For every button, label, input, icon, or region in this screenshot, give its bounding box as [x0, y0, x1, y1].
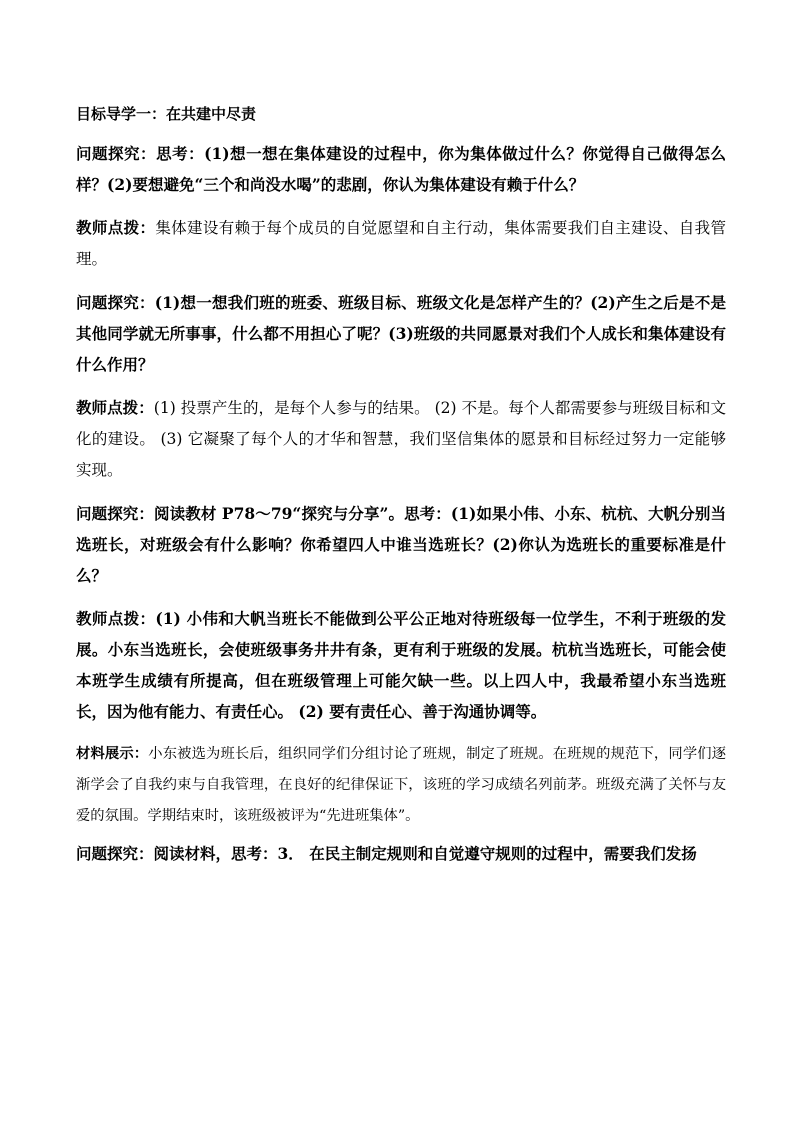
paragraph-text: 集体建设有赖于每个成员的自觉愿望和自主行动，集体需要我们自主建设、自我管理。	[76, 219, 726, 268]
paragraph-text: 小东被选为班长后，组织同学们分组讨论了班规，制定了班规。在班规的规范下，同学们逐渐学会了自我约束与自我管理，在良好的纪律保证下，该班的学习成绩名列前茅。班级充满了关怀与友爱的氛围。学期结束时，该班级被评为“先进班集体”。	[76, 746, 727, 824]
question-paragraph-1	[76, 138, 726, 200]
paragraph-text: 阅读教材 P78～79“探究与分享”。思考：(1)如果小伟、小东、杭杭、大帆分别当选班长，对班级会有什么影响？你希望四人中谁当选班长？(2)你认为选班长的重要标准是什么？	[76, 504, 726, 585]
question-paragraph-2	[76, 287, 726, 380]
question-paragraph-4	[76, 838, 726, 869]
teacher-note-1	[76, 212, 726, 275]
section-title: 目标导学一：在共建中尽责	[76, 105, 257, 123]
paragraph-label: 材料展示：	[76, 746, 149, 762]
teacher-note-2	[76, 392, 726, 486]
paragraph-label: 问题探究：	[76, 144, 157, 163]
paragraph-label: 问题探究：	[76, 504, 155, 523]
paragraph-label: 教师点拨：	[76, 609, 156, 628]
paragraph-label: 问题探究：	[76, 844, 154, 863]
paragraph-text: 思考：(1)想一想在集体建设的过程中，你为集体做过什么？你觉得自己做得怎么样？(2)要想避免“三个和尚没水喝”的悲剧，你认为集体建设有赖于什么？	[76, 144, 726, 194]
document-page	[76, 102, 726, 881]
question-paragraph-3	[76, 498, 726, 591]
paragraph-text: 阅读材料，思考：3． 在民主制定规则和自觉遵守规则的过程中，需要我们发扬	[153, 844, 697, 863]
paragraph-label: 教师点拨：	[76, 398, 154, 417]
material-paragraph	[76, 739, 726, 832]
paragraph-text: (1)想一想我们班的班委、班级目标、班级文化是怎样产生的？(2)产生之后是不是其他同学就无所事事，什么都不用担心了呢？(3)班级的共同愿景对我们个人成长和集体建设有什么作用？	[76, 293, 726, 374]
paragraph-label: 教师点拨：	[76, 218, 156, 237]
teacher-note-3	[76, 603, 726, 727]
paragraph-text: (1) 小伟和大帆当班长不能做到公平公正地对待班级每一位学生，不利于班级的发展。小东当选班长，会使班级事务井井有条，更有利于班级的发展。杭杭当选班长，可能会使本班学生成绩有所提高，但在班级管理上可能欠缺一些。以上四人中，我最希望小东当选班长，因为他有能力、有责任心。 (2) 要有责任心、善于沟通协调等。	[76, 609, 726, 721]
paragraph-text: (1) 投票产生的，是每个人参与的结果。 (2) 不是。每个人都需要参与班级目标和文化的建设。 (3) 它凝聚了每个人的才华和智慧，我们坚信集体的愿景和目标经过努力一定能够实现。	[76, 399, 726, 479]
paragraph-label: 问题探究：	[76, 293, 155, 312]
